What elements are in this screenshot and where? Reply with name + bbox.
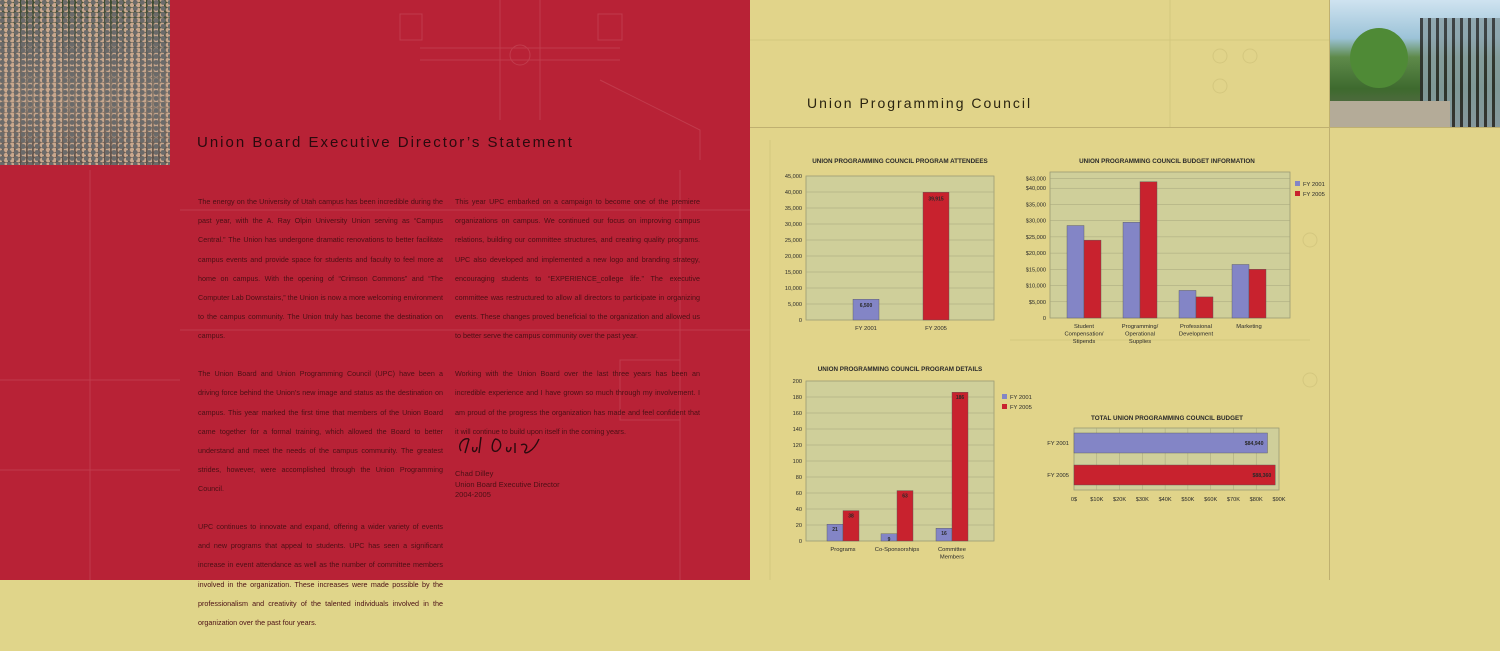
y-tick-label: 100: [792, 459, 802, 465]
x-tick-label: Professional: [1180, 324, 1212, 330]
x-tick-label: Student: [1074, 324, 1094, 330]
bar: [1074, 433, 1267, 453]
y-tick-label: 20: [795, 523, 802, 529]
y-tick-label: 0: [798, 539, 802, 545]
legend-swatch: [1295, 181, 1300, 186]
program-details-chart: [793, 366, 1032, 561]
signature-block: [455, 469, 560, 501]
bar: [1232, 264, 1249, 318]
y-tick-label: $20,000: [1025, 251, 1046, 258]
crowd-photo: [0, 0, 170, 165]
y-tick-label: 140: [792, 427, 802, 433]
budget-info-chart: [1026, 158, 1325, 345]
x-tick-label: $50K: [1181, 497, 1195, 503]
data-label: 39,915: [928, 196, 944, 203]
bar: [923, 192, 949, 320]
statement-column-2: [455, 192, 700, 459]
signature-image: [455, 433, 545, 459]
x-tick-label: Programs: [830, 547, 856, 553]
bar: [1084, 240, 1101, 318]
paragraph: UPC continues to innovate and expand, offering a wider variety of events and new programs that appeal to students. UPC has seen a significant increase in event attendance as well as the number of committee members involved in the organization. These increases were made possible by the professionalism and creativity of the talented individuals involved in the organization over the past four years.: [198, 522, 443, 628]
paragraph: The energy on the University of Utah campus has been incredible during the past year, with the A. Ray Olpin University Union serving as “Campus Central.” The Union has undergone dramatic renovations to better facilitate campus events and provide space for students and faculty to feel more at home on campus. With the opening of “Crimson Commons” and “The Computer Lab Downstairs,” the Union is now a more welcoming environment to the campus community. The Union truly has become the destination on campus.: [198, 197, 443, 341]
upc-panel: [750, 0, 1500, 580]
signer-name: Chad Dilley: [455, 469, 494, 478]
paragraph: Working with the Union Board over the last three years has been an incredible experience and I have grown so much through my involvement. I am proud of the progress the organization has made and feel confident that it will continue to build upon itself in the coming years.: [455, 369, 700, 436]
statement-column-1: [198, 192, 443, 651]
y-tick-label: $43,000: [1025, 176, 1046, 183]
x-tick-label: $10K: [1090, 497, 1104, 503]
chart-title: TOTAL UNION PROGRAMMING COUNCIL BUDGET: [1090, 415, 1244, 422]
x-tick-label: $60K: [1204, 497, 1218, 503]
charts-canvas: [750, 0, 1500, 580]
y-tick-label: 15,000: [784, 270, 802, 276]
x-tick-label: $20K: [1113, 497, 1127, 503]
x-tick-label: Stipends: [1072, 339, 1096, 345]
y-tick-label: 45,000: [784, 174, 802, 180]
paragraph: This year UPC embarked on a campaign to become one of the premiere organizations on campus. We continued our focus on improving campus relations, building our committee structures, and creating quality programs. UPC also developed and implemented a new logo and branding strategy, encouraging students to “EXPERIENCE_college life.” The executive committee was restructured to allow all directors to participate in organizing events. These changes proved beneficial to the organization and allowed us to better serve the campus community over the past year.: [455, 197, 700, 341]
data-label: 186: [955, 395, 965, 402]
x-tick-label: $40K: [1158, 497, 1172, 503]
bar: [1123, 222, 1140, 318]
y-tick-label: 120: [792, 443, 802, 449]
y-tick-label: 0: [798, 318, 802, 324]
y-tick-label: 10,000: [784, 286, 802, 292]
bar: [952, 392, 968, 541]
data-label: $88,360: [1252, 473, 1272, 479]
x-tick-label: FY 2005: [925, 326, 947, 332]
data-label: 16: [941, 531, 947, 538]
y-tick-label: $30,000: [1025, 218, 1046, 225]
data-label: 21: [832, 527, 838, 534]
legend-label: FY 2005: [1010, 405, 1032, 411]
bar: [1140, 182, 1157, 318]
total-budget-chart: [1047, 415, 1286, 503]
data-label: $84,940: [1244, 441, 1264, 447]
x-tick-label: Members: [939, 554, 965, 561]
legend-label: FY 2001: [1010, 395, 1032, 401]
bar: [1196, 297, 1213, 318]
y-tick-label: $5,000: [1028, 299, 1046, 306]
signer-years: 2004-2005: [455, 490, 491, 499]
x-tick-label: Operational: [1125, 331, 1155, 338]
bar: [1249, 269, 1266, 318]
data-label: 9: [887, 536, 891, 543]
x-tick-label: Committee: [937, 547, 967, 553]
y-tick-label: 80: [795, 475, 802, 481]
y-tick-label: 200: [792, 379, 802, 385]
y-tick-label: 5,000: [788, 302, 802, 308]
plot-area: [806, 176, 994, 320]
x-tick-label: Development: [1178, 331, 1214, 338]
chart-title: UNION PROGRAMMING COUNCIL PROGRAM DETAILS: [817, 366, 983, 373]
y-tick-label: $15,000: [1025, 267, 1046, 274]
statement-title: Union Board Executive Director’s Statement: [197, 134, 574, 151]
y-tick-label: 20,000: [784, 254, 802, 260]
x-tick-label: Marketing: [1236, 324, 1262, 330]
x-tick-label: $80K: [1249, 497, 1263, 503]
bar: [1179, 290, 1196, 318]
legend-swatch: [1295, 191, 1300, 196]
signer-role: Union Board Executive Director: [455, 479, 560, 489]
chart-title: UNION PROGRAMMING COUNCIL BUDGET INFORMATION: [1079, 158, 1255, 165]
y-tick-label: FY 2005: [1047, 473, 1069, 479]
paragraph: The Union Board and Union Programming Council (UPC) have been a driving force behind the Union’s new image and status as the destination on campus. This year marked the first time that members of the Union Board came together for a formal training, which allowed the Board to better understand and meet the needs of the campus community. The greatest strides, however, were accomplished through the Union Programming Council.: [198, 369, 443, 494]
y-tick-label: 40: [795, 507, 802, 513]
y-tick-label: 0: [1042, 316, 1046, 322]
x-tick-label: Programming/: [1121, 324, 1159, 330]
legend-label: FY 2005: [1303, 192, 1325, 198]
legend-swatch: [1002, 394, 1007, 399]
legend-swatch: [1002, 404, 1007, 409]
attendees-chart: [785, 158, 994, 332]
legend-label: FY 2001: [1303, 182, 1325, 188]
y-tick-label: $35,000: [1025, 202, 1046, 209]
y-tick-label: 30,000: [784, 222, 802, 228]
x-tick-label: FY 2001: [855, 326, 877, 332]
x-tick-label: $30K: [1135, 497, 1149, 503]
y-tick-label: $40,000: [1025, 186, 1046, 193]
x-tick-label: 0$: [1070, 497, 1078, 503]
chart-title: UNION PROGRAMMING COUNCIL PROGRAM ATTENDEES: [812, 158, 988, 165]
y-tick-label: 40,000: [784, 190, 802, 196]
y-tick-label: $10,000: [1025, 283, 1046, 290]
x-tick-label: $90K: [1272, 497, 1286, 503]
data-label: 63: [902, 493, 908, 500]
bar: [1067, 226, 1084, 318]
x-tick-label: Supplies: [1128, 339, 1152, 345]
y-tick-label: 60: [795, 491, 802, 497]
y-tick-label: $25,000: [1025, 234, 1046, 241]
upc-title: Union Programming Council: [807, 95, 1033, 111]
x-tick-label: Compensation/: [1064, 331, 1104, 338]
y-tick-label: 160: [792, 411, 802, 417]
y-tick-label: FY 2001: [1047, 441, 1069, 447]
director-statement-panel: [0, 0, 750, 628]
y-tick-label: 180: [792, 395, 802, 401]
x-tick-label: $70K: [1226, 497, 1240, 503]
x-tick-label: Co-Sponsorships: [874, 547, 920, 553]
y-tick-label: 35,000: [784, 206, 802, 212]
y-tick-label: 25,000: [784, 238, 802, 244]
bar: [1074, 465, 1275, 485]
data-label: 38: [848, 513, 854, 520]
data-label: 6,500: [859, 303, 873, 310]
